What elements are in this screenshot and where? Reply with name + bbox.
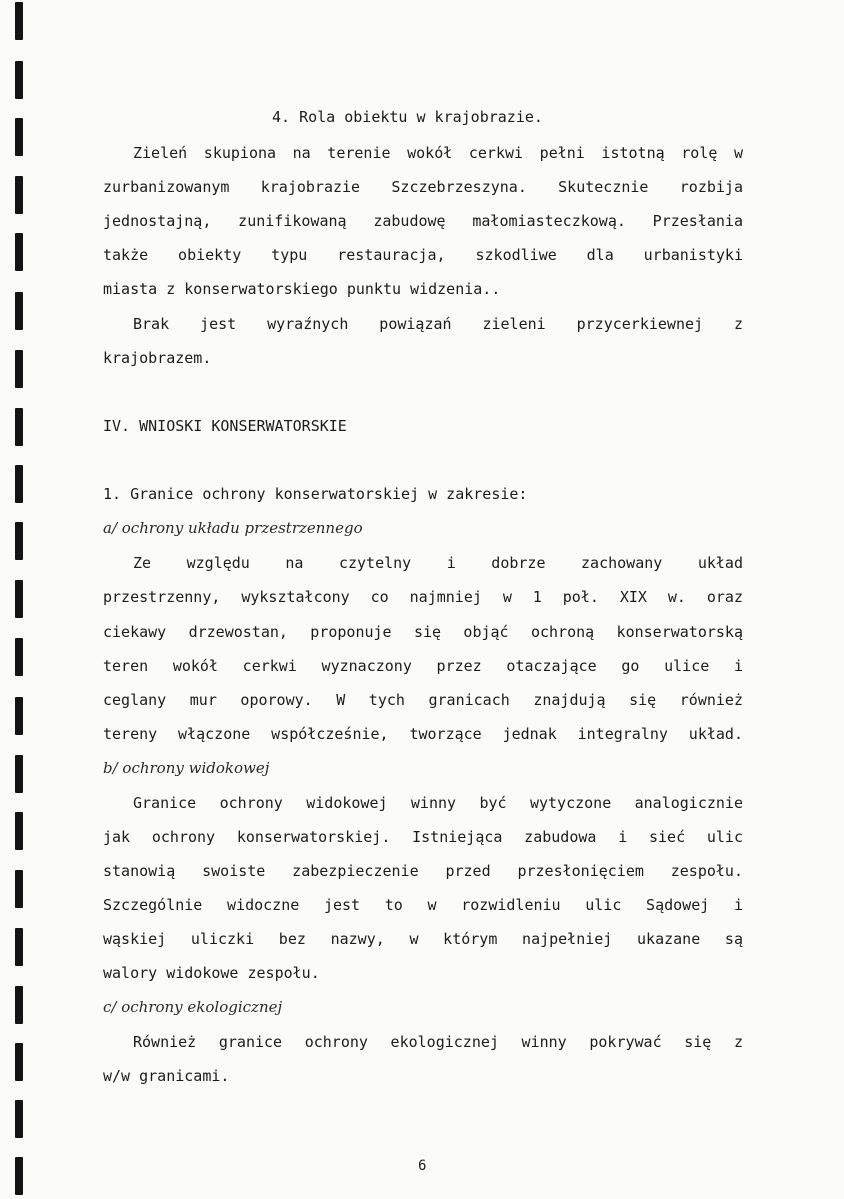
point-title: 1. Granice ochrony konserwatorskiej w zakresie: <box>103 485 528 503</box>
paragraph-line: miasta z konserwatorskiego punktu widzenia.. <box>103 280 501 298</box>
chapter-title: IV. WNIOSKI KONSERWATORSKIE <box>103 417 347 435</box>
paragraph-line: Zieleń skupiona na terenie wokół cerkwi pełni istotną rolę w <box>133 144 743 162</box>
paragraph-line: wąskiej uliczki bez nazwy, w którym najpełniej ukazane są <box>103 930 743 948</box>
paragraph-line: tereny włączone współcześnie, tworzące jednak integralny układ. <box>103 725 743 743</box>
paragraph-line: w/w granicami. <box>103 1067 230 1085</box>
paragraph-line: przestrzenny, wykształcony co najmniej w 1 poł. XIX w. oraz <box>103 588 743 606</box>
paragraph-line: jak ochrony konserwatorskiej. Istniejąca zabudowa i sieć ulic <box>103 828 743 846</box>
paragraph-line: ceglany mur oporowy. W tych granicach znajdują się również <box>103 691 743 709</box>
paragraph-line: jednostajną, zunifikowaną zabudowę małomiasteczkową. Przesłania <box>103 212 743 230</box>
page-number: 6 <box>418 1158 427 1174</box>
paragraph-line: Brak jest wyraźnych powiązań zieleni przycerkiewnej z <box>133 315 743 333</box>
paragraph-line: krajobrazem. <box>103 349 212 367</box>
paragraph-line: Ze względu na czytelny i dobrze zachowany układ <box>133 554 743 572</box>
paragraph-line: Granice ochrony widokowej winny być wytyczone analogicznie <box>133 794 743 812</box>
paragraph-line: zurbanizowanym krajobrazie Szczebrzeszyna. Skutecznie rozbija <box>103 178 743 196</box>
paragraph-line: walory widokowe zespołu. <box>103 964 320 982</box>
paragraph-line: ciekawy drzewostan, proponuje się objąć ochroną konserwatorską <box>103 623 743 641</box>
paragraph-line: Szczególnie widoczne jest to w rozwidleniu ulic Sądowej i <box>103 896 743 914</box>
subsection-heading: c/ ochrony ekologicznej <box>103 998 283 1016</box>
subsection-heading: a/ ochrony układu przestrzennego <box>103 519 363 537</box>
paragraph-line: także obiekty typu restauracja, szkodliwe dla urbanistyki <box>103 246 743 264</box>
section-title: 4. Rola obiektu w krajobrazie. <box>272 108 543 126</box>
paragraph-line: Również granice ochrony ekologicznej winny pokrywać się z <box>133 1033 743 1051</box>
paragraph-line: stanowią swoiste zabezpieczenie przed przesłonięciem zespołu. <box>103 862 743 880</box>
paragraph-line: teren wokół cerkwi wyznaczony przez otaczające go ulice i <box>103 657 743 675</box>
subsection-heading: b/ ochrony widokowej <box>103 759 270 777</box>
